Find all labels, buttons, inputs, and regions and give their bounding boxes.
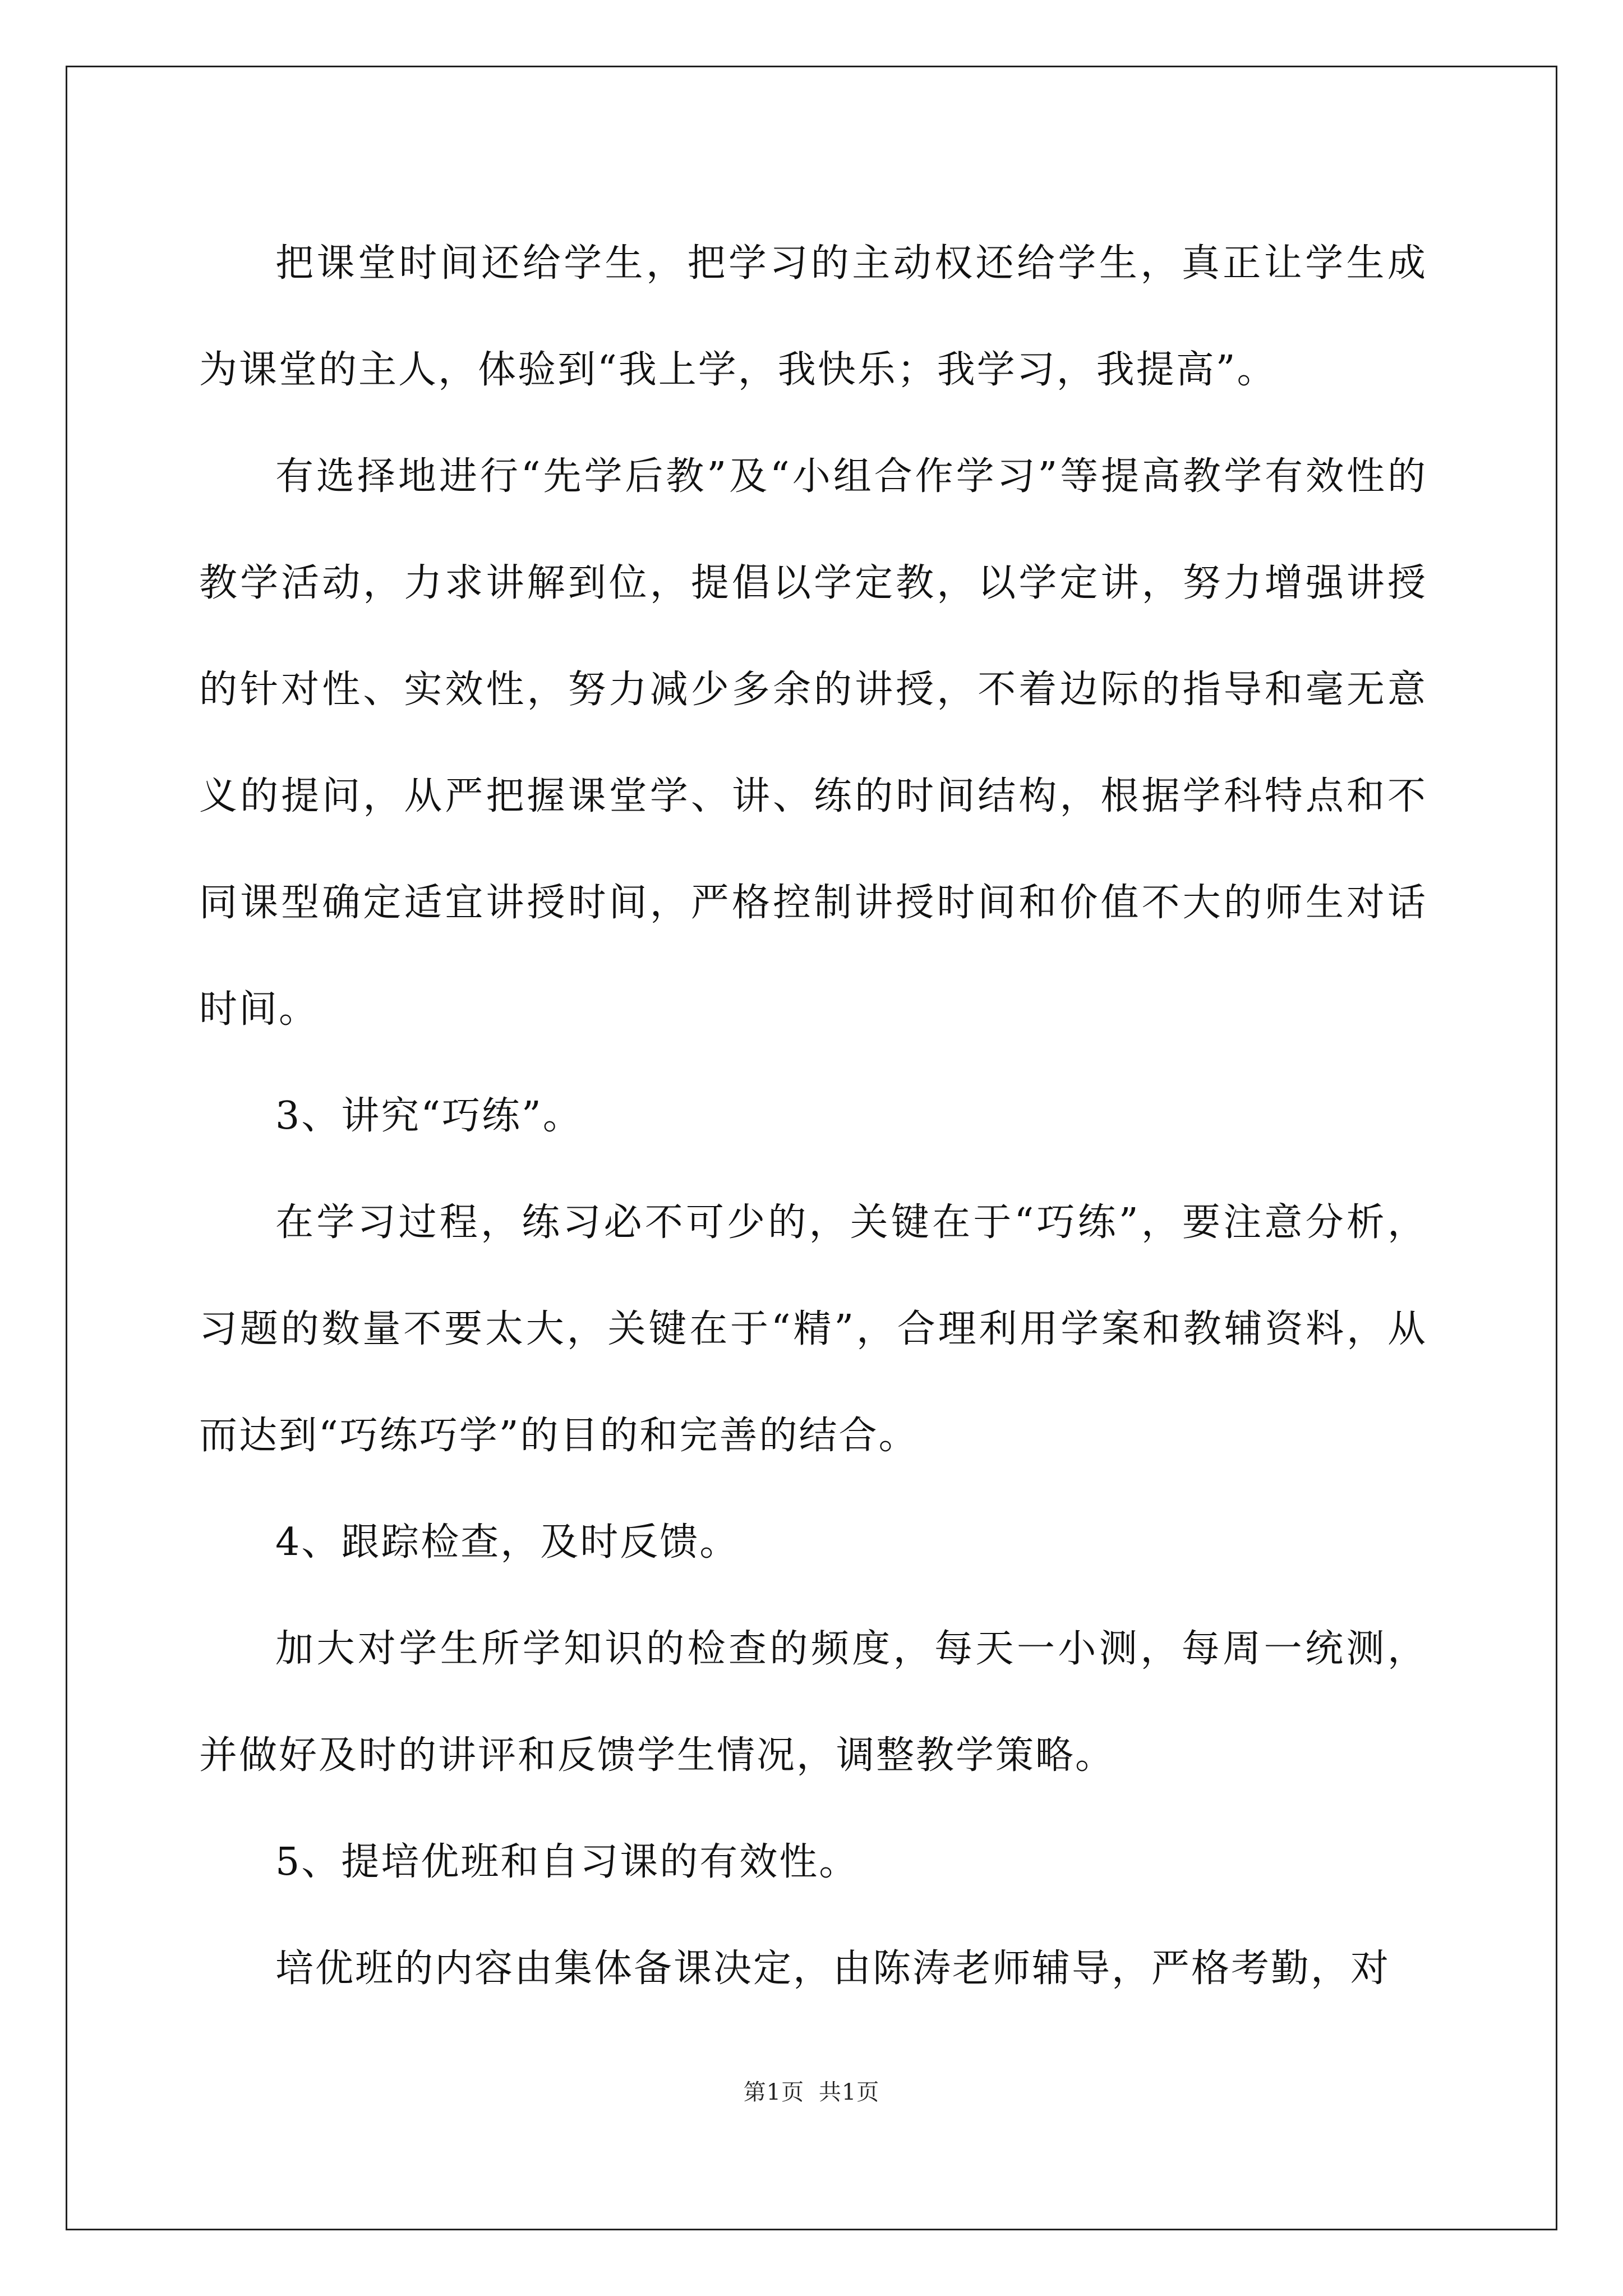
paragraph: 在学习过程，练习必不可少的，关键在于“巧练”，要注意分析，习题的数量不要太大，关键在于“精”，合理利用学案和教辅资料，从而达到“巧练巧学”的目的和完善的结合。 xyxy=(199,1200,1427,1458)
paragraph: 把课堂时间还给学生，把学习的主动权还给学生，真正让学生成为课堂的主人，体验到“我上学，我快乐；我学习，我提高”。 xyxy=(199,241,1427,392)
page-number-current: 第1页 xyxy=(743,2079,805,2105)
page-number-total: 共1页 xyxy=(818,2079,880,2105)
paragraph: 3、讲究“巧练”。 xyxy=(275,1094,583,1138)
document-body xyxy=(199,210,1427,2022)
page-footer xyxy=(0,2074,1623,2106)
paragraph: 培优班的内容由集体备课决定，由陈涛老师辅导，严格考勤，对 xyxy=(275,1947,1391,1991)
paragraph: 4、跟踪检查，及时反馈。 xyxy=(275,1520,740,1565)
paragraph: 有选择地进行“先学后教”及“小组合作学习”等提高教学有效性的教学活动，力求讲解到位，提倡以学定教，以学定讲，努力增强讲授的针对性、实效性，努力减少多余的讲授，不着边际的指导和毫无意义的提问，从严把握课堂学、讲、练的时间结构，根据学科特点和不同课型确定适宜讲授时间，严格控制讲授时间和价值不大的师生对话时间。 xyxy=(199,454,1427,1032)
paragraph: 5、提培优班和自习课的有效性。 xyxy=(275,1840,859,1884)
paragraph: 加大对学生所学知识的检查的频度，每天一小测，每周一统测，并做好及时的讲评和反馈学生情况，调整教学策略。 xyxy=(199,1627,1427,1778)
